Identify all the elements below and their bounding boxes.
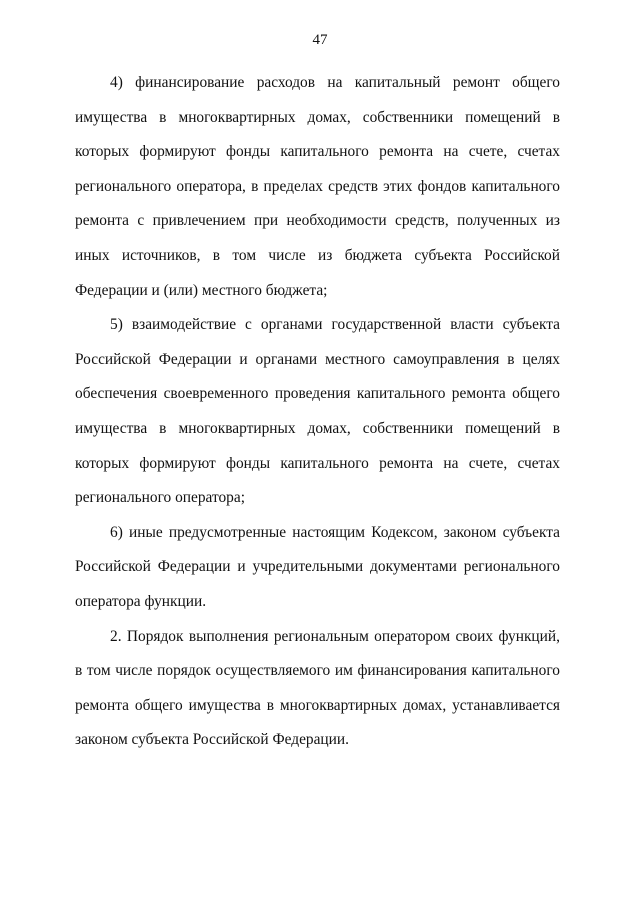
paragraph-item-5: 5) взаимодействие с органами государственной власти субъекта Российской Федерации и органами местного самоуправления в целях обеспечения своевременного проведения капитального ремонта общего имущества в многоквартирных домах, собственники помещений в которых формируют фонды капитального ремонта на счете, счетах регионального оператора;: [75, 316, 560, 507]
document-body: [75, 66, 560, 758]
paragraph-item-6: 6) иные предусмотренные настоящим Кодексом, законом субъекта Российской Федерации и учредительными документами регионального оператора функции.: [75, 523, 560, 610]
paragraph-part-2: 2. Порядок выполнения региональным оператором своих функций, в том числе порядок осуществляемого им финансирования капитального ремонта общего имущества в многоквартирных домах, устанавливается законом субъекта Российской Федерации.: [75, 627, 560, 749]
paragraph-item-4: 4) финансирование расходов на капитальный ремонт общего имущества в многоквартирных домах, собственники помещений в которых формируют фонды капитального ремонта на счете, счетах регионального оператора, в пределах средств этих фондов капитального ремонта с привлечением при необходимости средств, полученных из иных источников, в том числе из бюджета субъекта Российской Федерации и (или) местного бюджета;: [75, 74, 560, 299]
page-number: 47: [312, 32, 328, 48]
